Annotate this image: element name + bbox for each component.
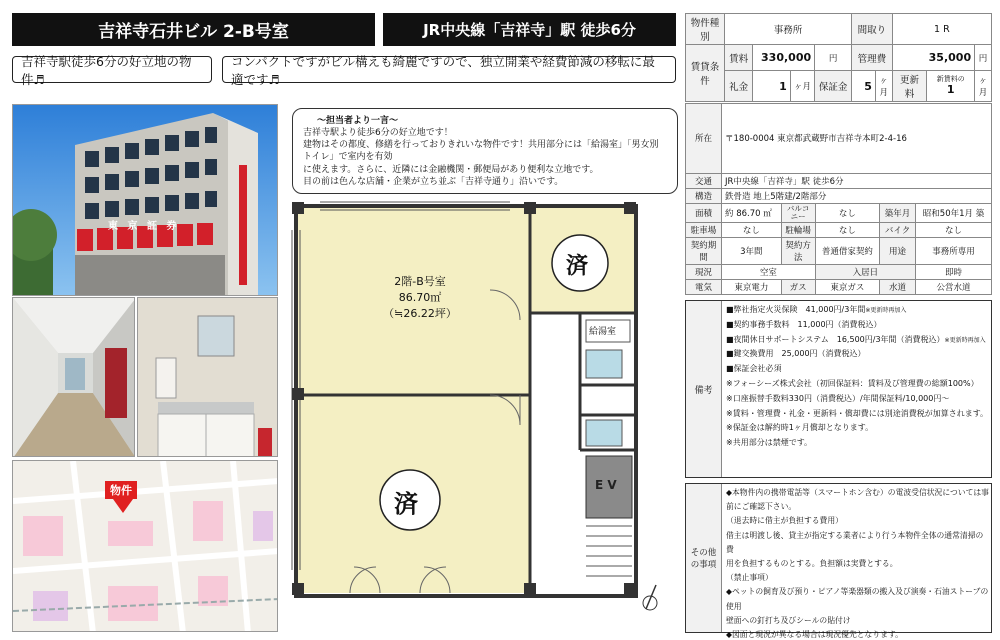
remarks-section [685,300,992,478]
label-madori: 間取り [852,14,893,45]
floor-plan [290,200,680,635]
ev-label: E V [595,478,617,492]
property-title-banner [12,13,375,46]
room-area-tsubo: （≒26.22坪） [383,306,457,320]
label-chintai: 賃貸条件 [686,45,725,102]
area-map[interactable] [12,460,278,632]
label-kanrihi: 管理費 [852,45,893,71]
value-kanrihi: 35,000 [892,45,974,71]
value-reikin: 1 [753,71,791,102]
access-text: JR中央線「吉祥寺」駅 徒歩6分 [423,21,636,39]
room-area: 86.70㎡ [398,290,442,304]
label-reikin: 礼金 [725,71,753,102]
value-nyukyo: 即時 [916,265,992,280]
sumi-mark-1: 済 [566,254,589,279]
building-sign: 東 京 証 券 [108,221,180,232]
remarks-label: 備考 [686,301,722,477]
value-madori: 1 R [892,14,991,45]
value-churinjo: なし [815,223,879,238]
sumi-mark-2: 済 [394,490,418,518]
building-exterior-photo [12,104,278,296]
value-suido: 公営水道 [916,280,992,295]
kyuto-label: 給湯室 [589,327,617,337]
value-shozai: 〒180-0004 東京都武蔵野市吉祥寺本町2-4-16 [722,104,992,174]
corridor-photo [12,297,135,457]
value-koshinryo: 新賃料の 1 [927,71,975,102]
value-balcony: なし [815,203,879,223]
value-hoshokin: 5 [852,71,876,102]
value-keiyaku-hoho: 普通借家契約 [815,238,879,265]
other-list: ◆本物件内の携帯電話等（スマートホン含む）の電波受信状況については事 前にご確認下さい。 （退去時に借主が負担する費用） 借主は明渡し後、貸主が指定する業者により行う本物件全体の通常清掃の費 用を負担するものとする。負担額は実費とする。 （禁止事項） ◆ペットの飼育及び預り・ピアノ等楽器類の搬入及び演奏・石油ストーブの使用 壁面への釘打ち及びシールの貼付け ◆図面と現況が異なる場合は現況優先となります。 [726,488,989,639]
property-details-table: 所在 〒180-0004 東京都武蔵野市吉祥寺本町2-4-16 交通 JR中央線「吉祥寺」駅 徒歩6分 構造 鉄骨造 地上5階建/2階部分 面積 約 86.70 ㎡ バルコニー なし 築年月 昭和50年1月 築 駐車場 なし 駐輪場 なし バイク なし 契約期間 3年間 契約方法 普通借家契約 用途 事務所専用 現況 空室 入居日 即時 電気 東京電力 ガス 東京ガス 水道 公営水道 [685,103,992,295]
value-keiyaku-kikan: 3年間 [722,238,782,265]
value-denki: 東京電力 [722,280,782,295]
value-kozo: 鉄骨造 地上5階建/2階部分 [722,188,992,203]
label-shubetsu: 物件種別 [686,14,725,45]
access-banner [383,13,676,46]
property-title: 吉祥寺石井ビル 2-B号室 [98,22,289,42]
comment-title: ～担当者より一言～ [317,116,399,126]
value-shubetsu: 事務所 [725,14,852,45]
label-hoshokin: 保証金 [815,71,852,102]
value-chushajo: なし [722,223,782,238]
comment-line: 目の前は色んな店舗・企業が立ち並ぶ「吉祥寺通り」沿いです。 [303,176,564,187]
room-name: 2階-B号室 [394,275,446,288]
value-menseki: 約 86.70 ㎡ [722,203,782,223]
property-map-marker[interactable]: 物件 [105,481,137,499]
value-chinryo: 330,000 [753,45,815,71]
value-genkyo: 空室 [722,265,816,280]
remarks-list: ■弊社指定火災保険 41,000円/3年間※更新時再加入 ■契約事務手数料 11,000円（消費税込） ■夜間休日サポートシステム 16,500円/3年間（消費税込）※更新時再加入 ■鍵交換費用 25,000円（消費税込） ■保証会社必須 ※フォーシーズ株式会社（初回保証料：賃料及び管理費の総額100%） ※口座振替手数料330円（消費税込）/年間保証料/10,000円～ ※賃料・管理費・礼金・更新料・償却費には別途消費税が加算されます。 ※保証金は解約時1ヶ月償却となります。 ※共用部分は禁煙です。 [726,305,989,448]
label-koshinryo: 更新料 [892,71,927,102]
other-matters-section [685,483,992,639]
floor-plan-room-label [370,274,470,322]
catch-copy-left: 吉祥寺駅徒歩6分の好立地の物件♬ [12,56,212,83]
agent-comment [292,108,678,194]
comment-line: 建物はその都度、修繕を行っておりきれいな物件です！共用部分には「給湯室」「男女別トイレ」で室内を有効 [303,140,659,163]
value-kotsu: JR中央線「吉祥寺」駅 徒歩6分 [722,173,992,188]
value-yoto: 事務所専用 [916,238,992,265]
rent-conditions-table: 物件種別 事務所 間取り 1 R 賃貸条件 賃料 330,000 円 管理費 35,000 円 礼金 1 ヶ月 保証金 5 ヶ月 更新料 新賃料の 1 ヶ月 [685,13,992,102]
other-label: その他の事項 [686,484,722,632]
label-chinryo: 賃料 [725,45,753,71]
comment-line: に使えます。さらに、近隣には金融機関・郵便局があり便利な立地です。 [303,164,599,175]
value-chikunen: 昭和50年1月 築 [916,203,992,223]
kitchenette-photo [137,297,278,457]
catch-copy-right: コンパクトですがビル構えも綺麗ですので、独立開業や経費節減の移転に最適です♬ [222,56,676,83]
value-gas: 東京ガス [815,280,879,295]
value-bike: なし [916,223,992,238]
comment-line: 吉祥寺駅より徒歩6分の好立地です！ [303,128,453,139]
